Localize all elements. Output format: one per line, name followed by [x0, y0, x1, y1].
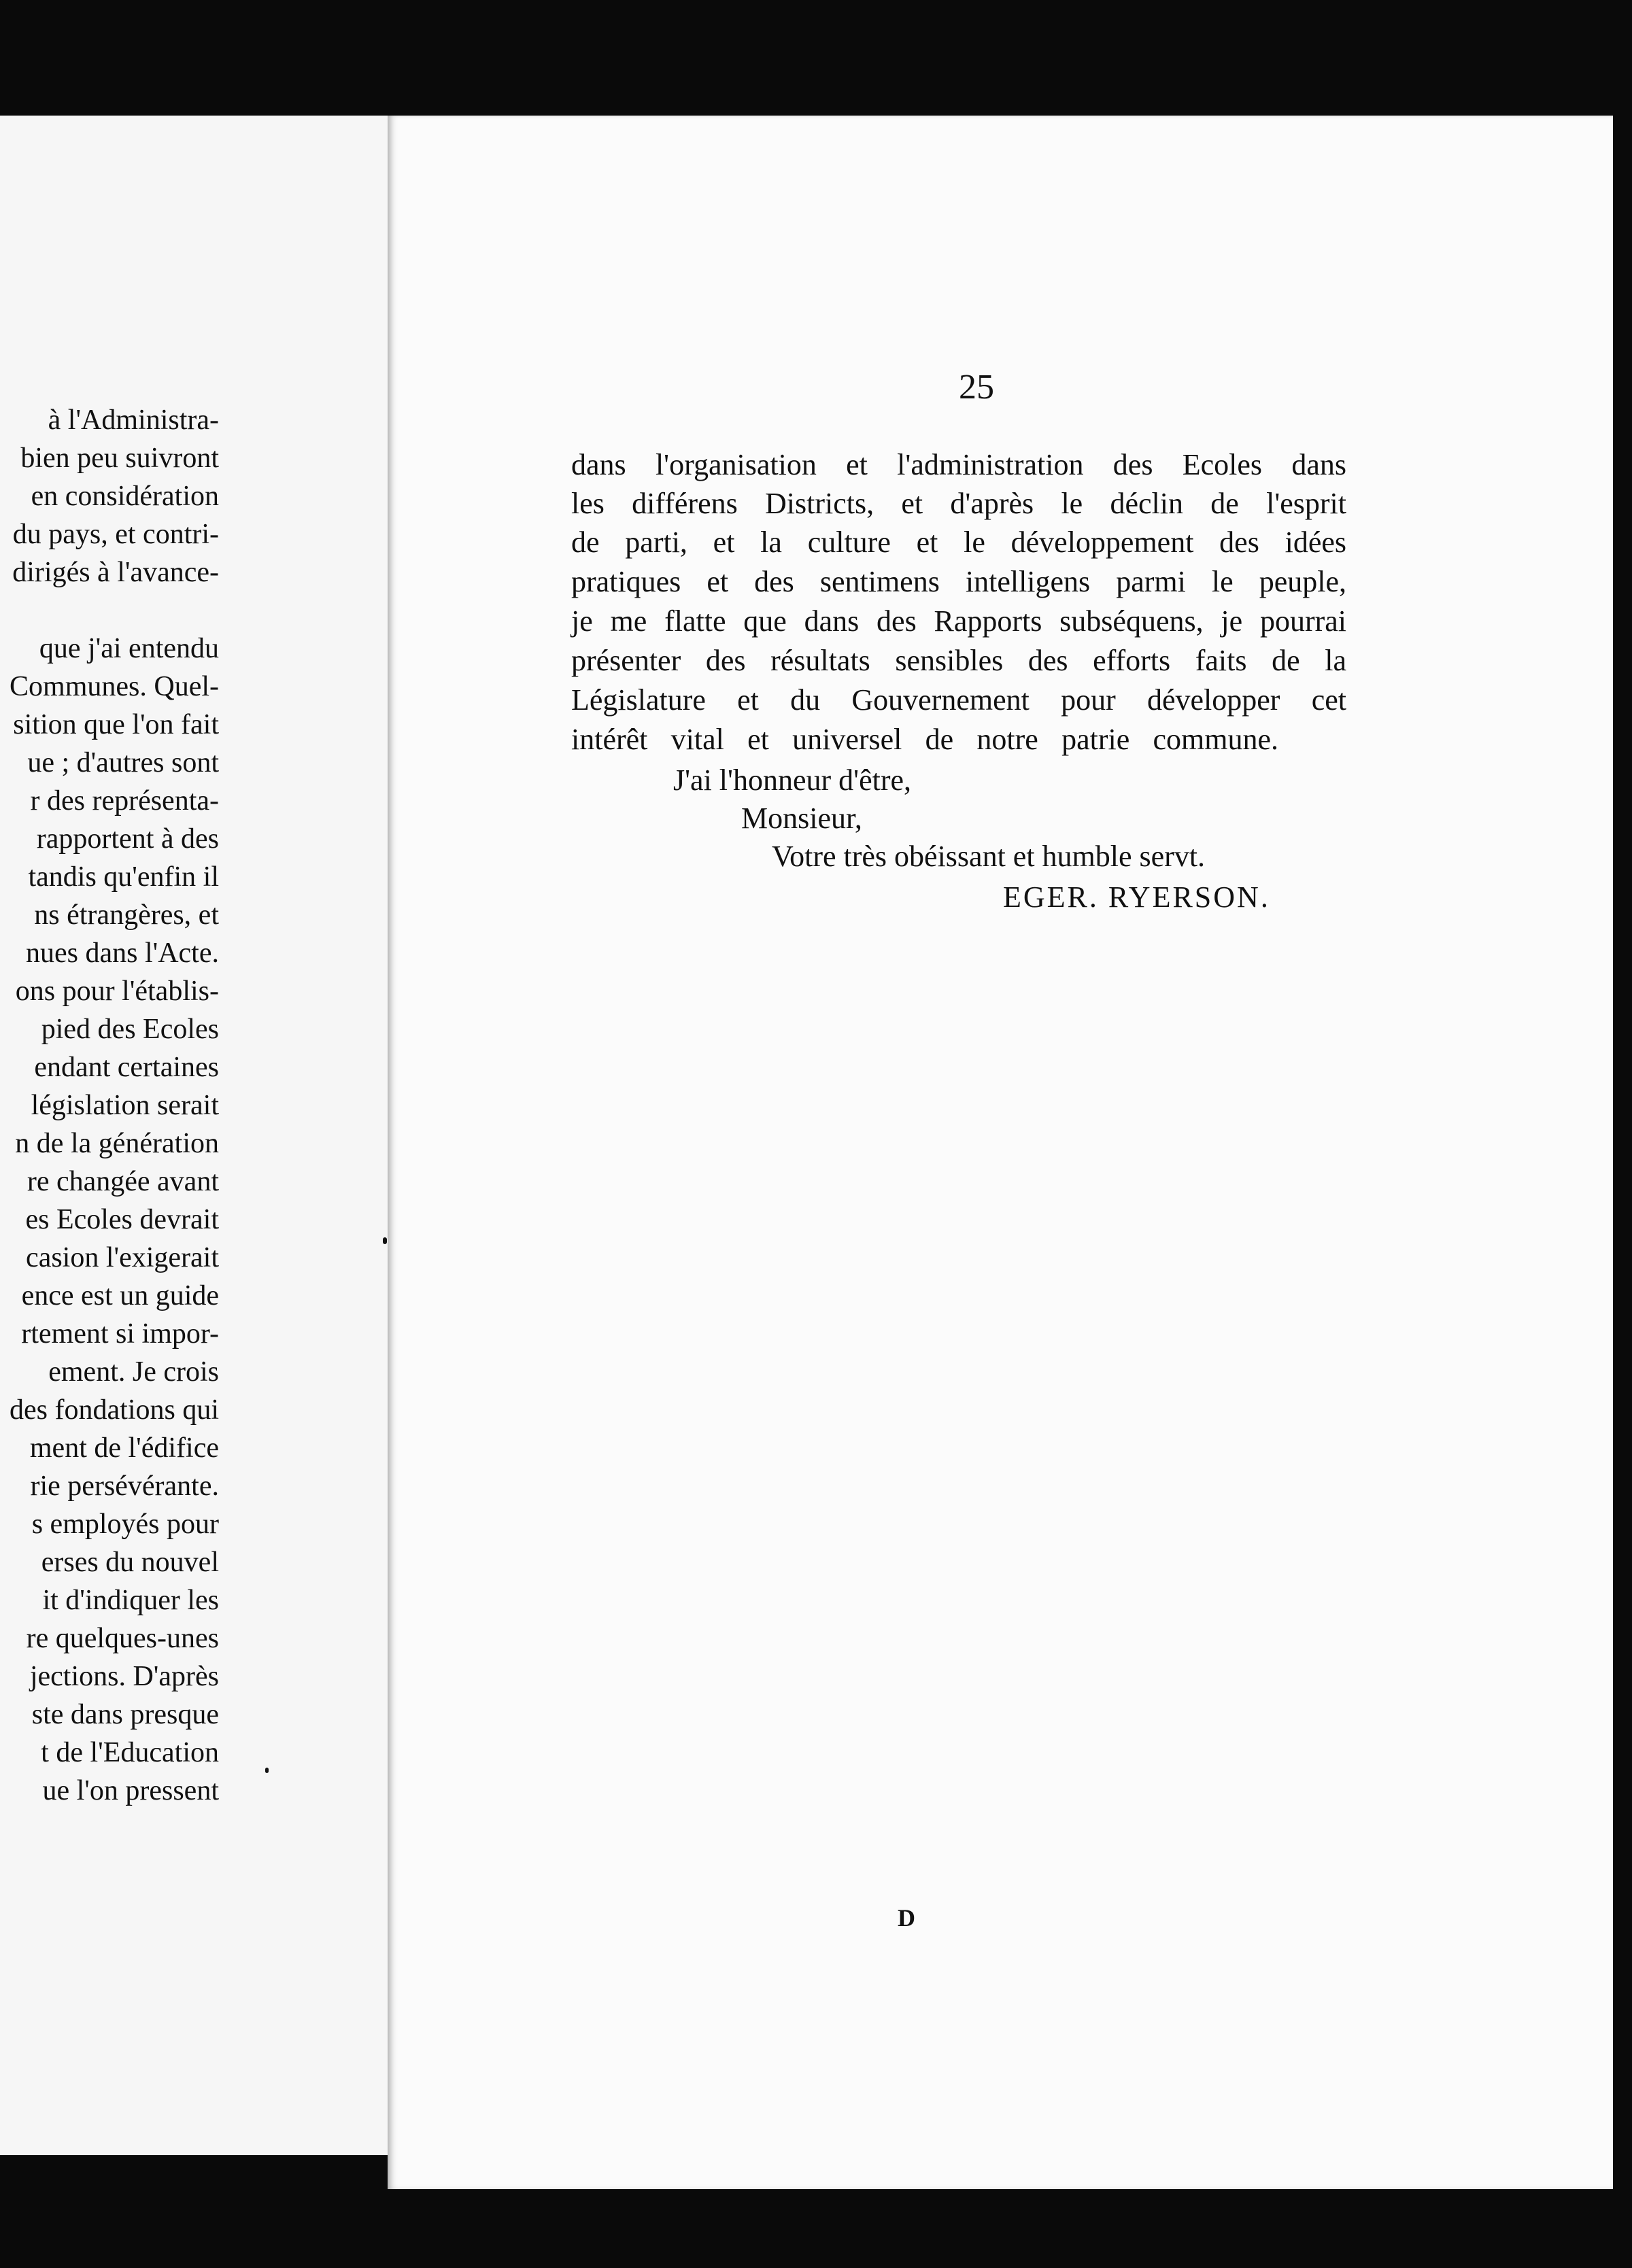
left-page-line: en considération	[31, 481, 219, 512]
signature: EGER. RYERSON.	[1003, 880, 1270, 914]
speck-mark	[265, 1768, 269, 1773]
left-page-line: rapportent à des	[36, 823, 219, 855]
spine-mark	[383, 1237, 387, 1244]
left-page-line: ment de l'édifice	[29, 1432, 219, 1464]
left-page-line: ons pour l'établis-	[15, 976, 219, 1007]
left-page-line: jections. D'après	[29, 1661, 219, 1692]
body-line: je me flatte que dans des Rapports subséquens, je pourrai	[571, 604, 1346, 638]
body-line: dans l'organisation et l'administration des Ecoles dans	[571, 448, 1346, 481]
left-page-line: s employés pour	[31, 1509, 219, 1540]
body-line: Législature et du Gouvernement pour développer cet	[571, 683, 1346, 717]
body-line: les différens Districts, et d'après le déclin de l'esprit	[571, 487, 1346, 520]
left-page-line: r des représenta-	[30, 785, 219, 817]
right-page	[388, 116, 1613, 2189]
left-page-line: re quelques-unes	[26, 1623, 219, 1654]
left-page-line: ue ; d'autres sont	[27, 747, 219, 778]
page-number: 25	[959, 368, 994, 407]
left-page-line: casion l'exigerait	[26, 1242, 219, 1273]
left-page-line: es Ecoles devrait	[25, 1204, 219, 1235]
left-page-line: rie persévérante.	[30, 1471, 219, 1502]
left-page-line: ste dans presque	[31, 1699, 219, 1730]
closing-salutation: J'ai l'honneur d'être,	[673, 763, 912, 797]
left-page-line: Communes. Quel-	[10, 671, 219, 702]
left-page-line: que j'ai entendu	[39, 633, 219, 664]
left-page-line: it d'indiquer les	[42, 1585, 219, 1616]
left-page-line: législation serait	[31, 1090, 219, 1121]
left-page-line: pied des Ecoles	[41, 1014, 219, 1045]
left-page-line: nues dans l'Acte.	[26, 938, 219, 969]
left-page-line: ue l'on pressent	[42, 1775, 219, 1806]
left-page-line: sition que l'on fait	[13, 709, 219, 740]
left-page-line: erses du nouvel	[41, 1547, 219, 1578]
left-page-line: des fondations qui	[10, 1394, 219, 1426]
body-line: de parti, et la culture et le développement des idées	[571, 526, 1346, 559]
left-page-line: ence est un guide	[21, 1280, 219, 1311]
left-page-line: ns étrangères, et	[34, 899, 219, 931]
left-page-line: à l'Administra-	[48, 405, 219, 436]
body-line: intérêt vital et universel de notre patrie commune.	[571, 723, 1278, 756]
body-line: présenter des résultats sensibles des efforts faits de la	[571, 644, 1346, 677]
left-page-line: du pays, et contri-	[12, 519, 219, 550]
left-page-line: re changée avant	[27, 1166, 219, 1197]
closing-address: Monsieur,	[741, 802, 862, 835]
left-page-line: endant certaines	[34, 1052, 219, 1083]
left-page-line: n de la génération	[15, 1128, 219, 1159]
left-page-line: dirigés à l'avance-	[12, 557, 219, 588]
left-page-line: bien peu suivront	[20, 443, 219, 474]
left-page-line: tandis qu'enfin il	[28, 861, 219, 893]
closing-servant: Votre très obéissant et humble servt.	[772, 840, 1206, 873]
body-line: pratiques et des sentimens intelligens parmi le peuple,	[571, 565, 1346, 598]
left-page-line: ement. Je crois	[48, 1356, 219, 1388]
left-page-line: rtement si impor-	[21, 1318, 219, 1350]
signature-mark: D	[898, 1904, 915, 1931]
left-page-line: t de l'Education	[41, 1737, 219, 1768]
